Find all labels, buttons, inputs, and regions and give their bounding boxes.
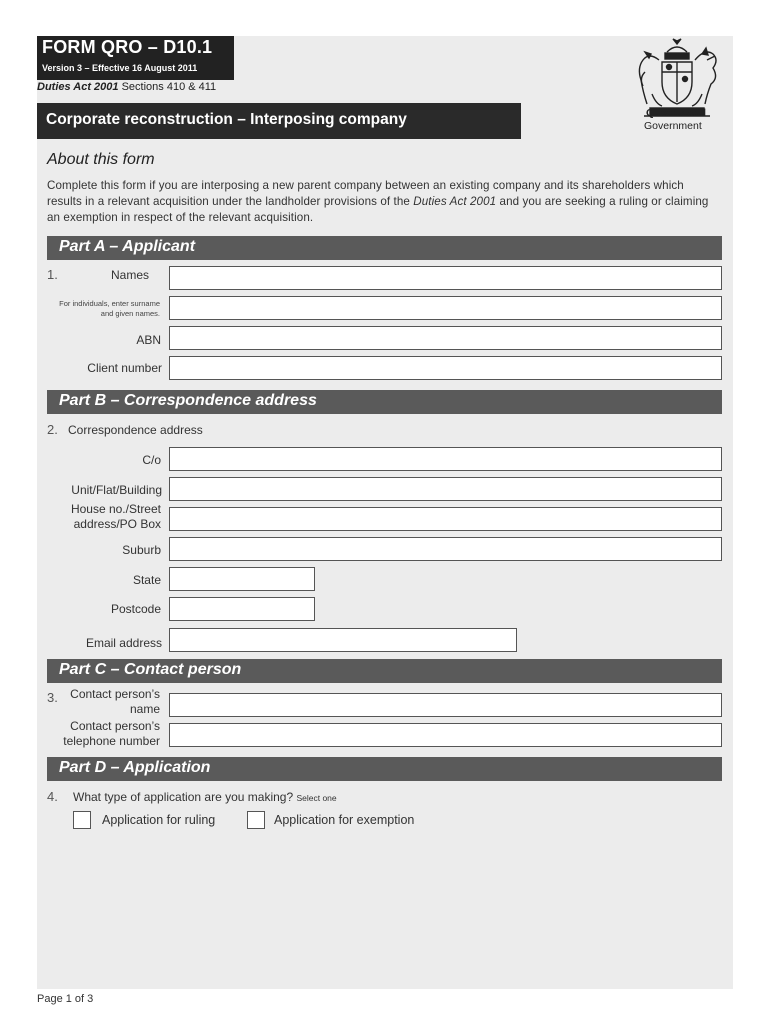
contact-phone-label (44, 719, 160, 749)
street-label (44, 502, 161, 532)
application-question-hint: Select one (296, 793, 337, 803)
co-input[interactable] (169, 447, 722, 471)
suburb-input[interactable] (169, 537, 722, 561)
act-name: Duties Act 2001 (37, 81, 119, 93)
email-input[interactable] (169, 628, 517, 652)
exemption-option-label: Application for exemption (274, 813, 415, 827)
ruling-checkbox[interactable] (73, 811, 91, 829)
unit-label: Unit/Flat/Building (71, 483, 162, 497)
application-question-text: What type of application are you making? (73, 790, 294, 804)
client-number-label: Client number (87, 361, 162, 375)
page-number: Page 1 of 3 (37, 993, 94, 1005)
postcode-label: Postcode (110, 602, 161, 616)
postcode-input[interactable] (169, 597, 315, 621)
contact-name-label-line1: Contact person’s (70, 687, 160, 701)
form-title-bar (37, 103, 521, 139)
names-hint: For individuals, enter surname and given names. (59, 299, 160, 318)
contact-phone-label-line2: telephone number (63, 734, 160, 748)
suburb-label: Suburb (122, 543, 161, 557)
unit-input[interactable] (169, 477, 722, 501)
question-1-number: 1. (47, 267, 58, 282)
about-text (47, 178, 717, 226)
question-2-number: 2. (47, 422, 58, 437)
names-input-1[interactable] (169, 266, 722, 290)
correspondence-address-label: Correspondence address (68, 423, 203, 437)
contact-phone-input[interactable] (169, 723, 722, 747)
about-text-part2: and you are seeking a ruling or claiming an exemption in respect of the relevant acquisition. (47, 195, 709, 224)
state-label: State (132, 573, 161, 587)
act-sections: Sections 410 & 411 (118, 81, 217, 93)
contact-name-label (56, 687, 160, 717)
form-version: Version 3 – Effective 16 August 2011 (42, 63, 198, 73)
part-d-header (47, 757, 722, 781)
part-b-header (47, 390, 722, 414)
part-d-title: Part D – Application (59, 759, 211, 776)
part-a-header (47, 236, 722, 260)
ruling-option-label: Application for ruling (102, 813, 216, 827)
part-c-header (47, 659, 722, 683)
form-code-block (37, 36, 234, 80)
form-title: Corporate reconstruction – Interposing company (46, 111, 407, 128)
part-a-title: Part A – Applicant (59, 238, 196, 255)
contact-name-label-line2: name (129, 702, 160, 716)
email-label: Email address (85, 636, 162, 650)
form-code: FORM QRO – D10.1 (42, 37, 213, 57)
street-input[interactable] (169, 507, 722, 531)
logo-government: Government (644, 120, 702, 132)
abn-input[interactable] (169, 326, 722, 350)
state-input[interactable] (169, 567, 315, 591)
exemption-checkbox[interactable] (247, 811, 265, 829)
contact-name-input[interactable] (169, 693, 722, 717)
act-reference (37, 81, 216, 93)
names-input-2[interactable] (169, 296, 722, 320)
about-heading: About this form (47, 151, 155, 168)
abn-label: ABN (136, 333, 161, 347)
part-c-title: Part C – Contact person (59, 661, 242, 678)
contact-phone-label-line1: Contact person’s (70, 719, 160, 733)
client-number-input[interactable] (169, 356, 722, 380)
names-label: Names (110, 268, 149, 282)
about-text-act: Duties Act 2001 (413, 195, 497, 208)
application-question (73, 790, 337, 804)
question-4-number: 4. (47, 789, 58, 804)
logo-queensland: Queensland (646, 107, 707, 119)
street-label-line1: House no./Street (70, 502, 161, 516)
question-3-number: 3. (47, 690, 58, 705)
street-label-line2: address/PO Box (73, 517, 161, 531)
co-label: C/o (142, 453, 161, 467)
part-b-title: Part B – Correspondence address (59, 392, 317, 409)
about-text-part1: Complete this form if you are interposing a new parent company between an existing company and its shareholders which results in a relevant acquisition under the landholder provisions of the (47, 179, 684, 208)
